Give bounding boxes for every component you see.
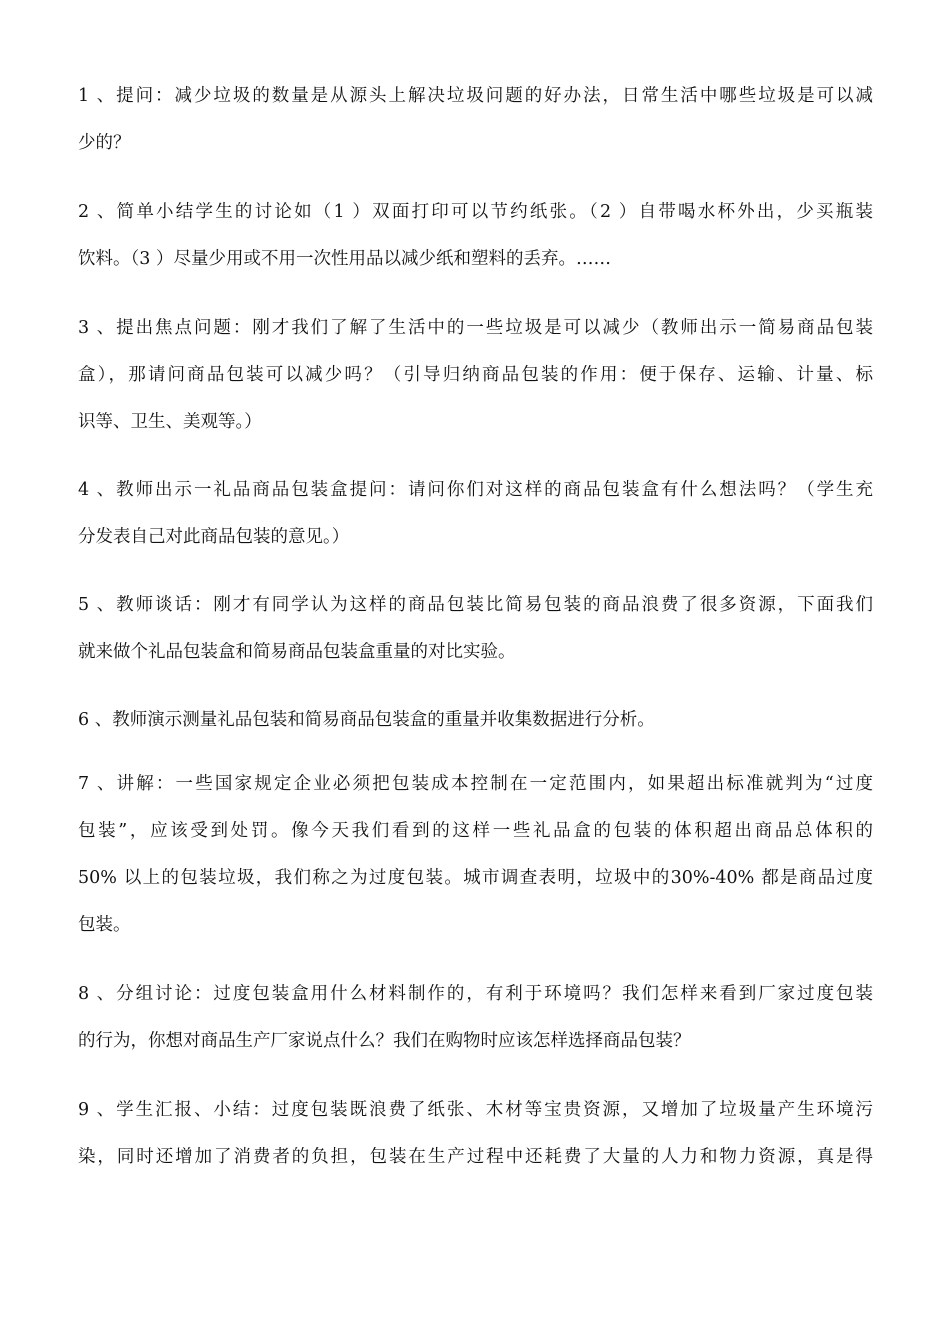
paragraph-line: 1 、提问：减少垃圾的数量是从源头上解决垃圾问题的好办法，日常生活中哪些垃圾是可以减 xyxy=(78,86,873,106)
paragraph-line: 6 、教师演示测量礼品包装和简易商品包装盒的重量并收集数据进行分析。 xyxy=(78,710,655,730)
paragraph-line: 包装”，应该受到处罚。像今天我们看到的这样一些礼品盒的包装的体积超出商品总体积的 xyxy=(78,821,873,841)
paragraph-line: 50% 以上的包装垃圾，我们称之为过度包装。城市调查表明，垃圾中的30%-40% 都是商品过度 xyxy=(78,868,873,888)
paragraph-line: 3 、提出焦点问题：刚才我们了解了生活中的一些垃圾是可以减少（教师出示一简易商品包装 xyxy=(78,318,873,338)
paragraph-line: 识等、卫生、美观等。） xyxy=(78,412,262,432)
paragraph-line: 就来做个礼品包装盒和简易商品包装盒重量的对比实验。 xyxy=(78,642,516,662)
paragraph-line: 7 、讲解：一些国家规定企业必须把包装成本控制在一定范围内，如果超出标准就判为“过度 xyxy=(78,774,873,794)
paragraph-line: 9 、学生汇报、小结：过度包装既浪费了纸张、木材等宝贵资源，又增加了垃圾量产生环境污 xyxy=(78,1100,873,1120)
paragraph-line: 饮料。（3 ）尽量少用或不用一次性用品以减少纸和塑料的丢弃。…… xyxy=(78,249,611,269)
paragraph-line: 2 、简单小结学生的讨论如（1 ）双面打印可以节约纸张。（2 ）自带喝水杯外出，少买瓶装 xyxy=(78,202,873,222)
paragraph-line: 包装。 xyxy=(78,915,131,935)
paragraph-line: 盒），那请问商品包装可以减少吗？（引导归纳商品包装的作用：便于保存、运输、计量、标 xyxy=(78,365,873,385)
paragraph-line: 少的？ xyxy=(78,133,131,153)
paragraph-line: 8 、分组讨论：过度包装盒用什么材料制作的，有利于环境吗？我们怎样来看到厂家过度包装 xyxy=(78,984,873,1004)
paragraph-line: 分发表自己对此商品包装的意见。） xyxy=(78,527,350,547)
paragraph-line: 5 、教师谈话：刚才有同学认为这样的商品包装比简易包装的商品浪费了很多资源，下面我们 xyxy=(78,595,873,615)
paragraph-line: 的行为，你想对商品生产厂家说点什么？我们在购物时应该怎样选择商品包装？ xyxy=(78,1031,691,1051)
paragraph-line: 染，同时还增加了消费者的负担，包装在生产过程中还耗费了大量的人力和物力资源，真是得 xyxy=(78,1147,873,1167)
paragraph-line: 4 、教师出示一礼品商品包装盒提问：请问你们对这样的商品包装盒有什么想法吗？（学生充 xyxy=(78,480,873,500)
